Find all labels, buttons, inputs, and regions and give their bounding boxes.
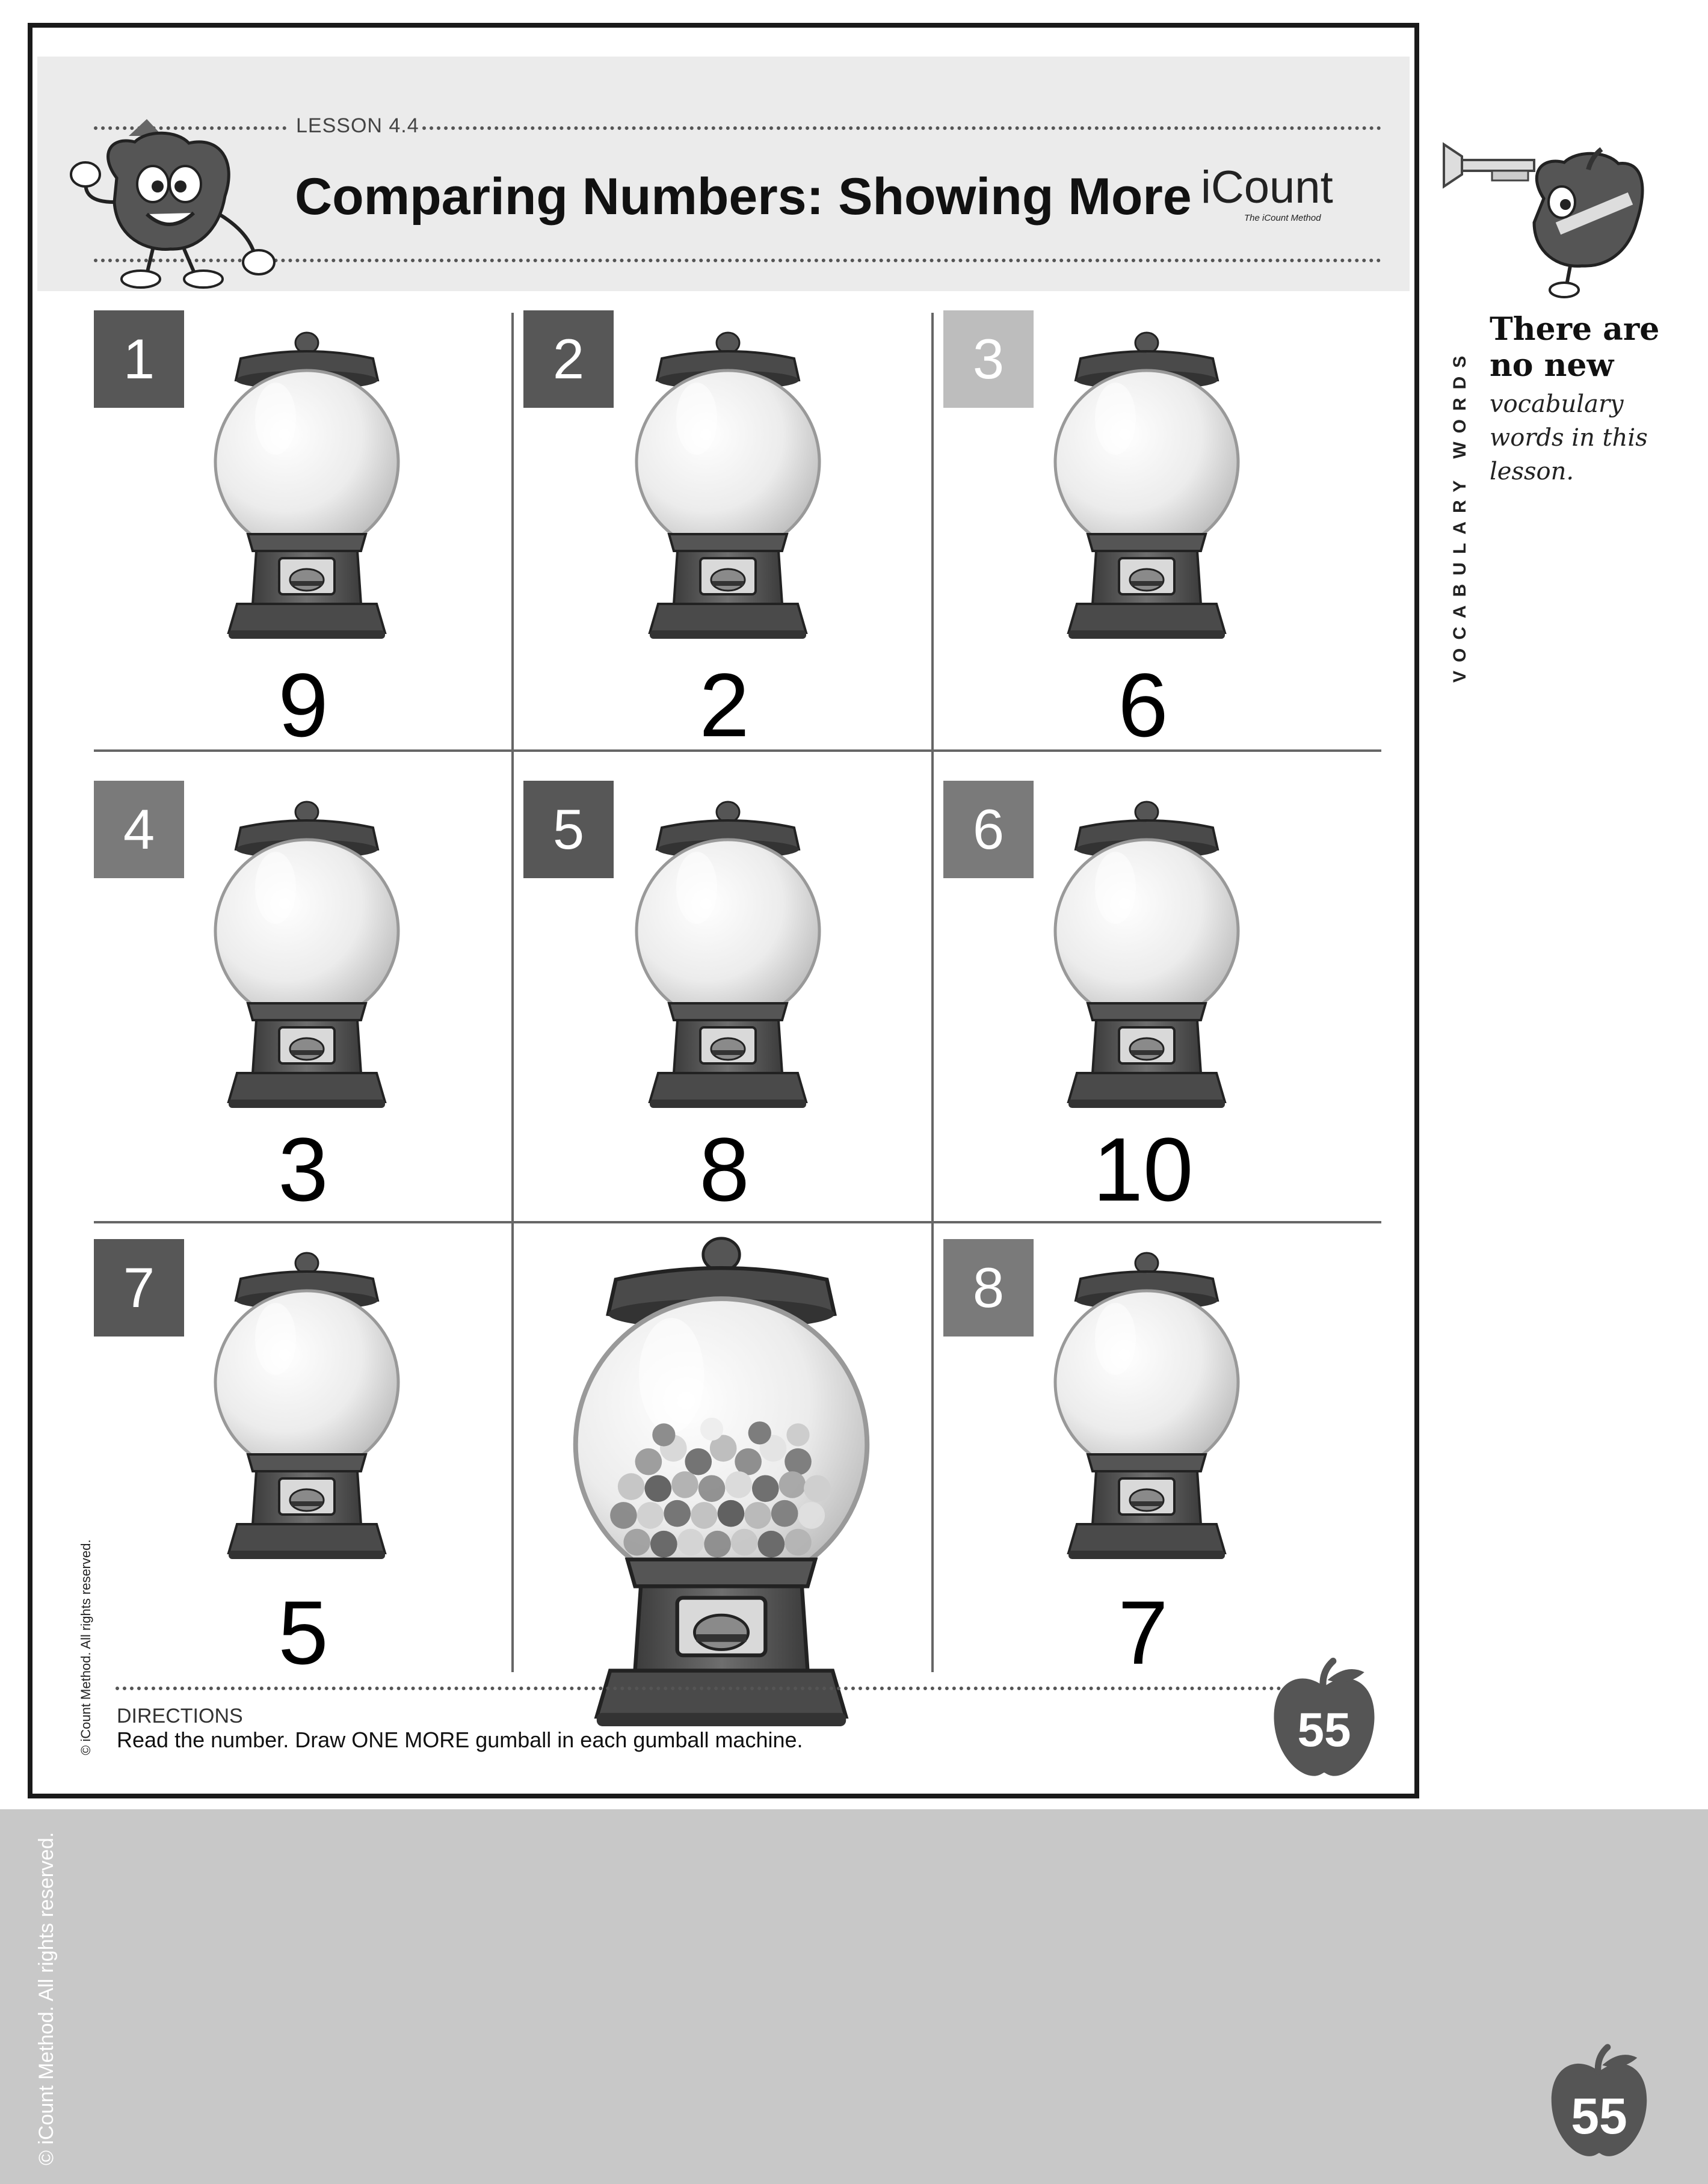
- gumball-machine-icon[interactable]: [1050, 1243, 1243, 1567]
- copyright-band: © iCount Method. All rights reserved.: [35, 1832, 58, 2165]
- problem-number: 8: [699, 1119, 750, 1220]
- problem-number: 2: [699, 654, 750, 755]
- copyright: © iCount Method. All rights reserved.: [78, 1539, 93, 1755]
- lesson-label: LESSON 4.4: [296, 114, 419, 137]
- problem-badge: 7: [94, 1239, 184, 1337]
- grid-divider: [931, 313, 934, 1672]
- problem-badge: 4: [94, 781, 184, 878]
- problem-number: 3: [278, 1119, 328, 1220]
- problem-number: 9: [278, 654, 328, 755]
- page-title: Comparing Numbers: Showing More: [295, 168, 1192, 226]
- gumball-machine-icon[interactable]: [632, 792, 824, 1116]
- directions-dotted-rule: [116, 1687, 1289, 1690]
- example-gumball-machine-icon: [568, 1216, 875, 1746]
- vocabulary-title: [1490, 312, 1659, 384]
- vocabulary-title-line: There are: [1490, 311, 1660, 348]
- problem-badge: 1: [94, 310, 184, 408]
- vocabulary-note: [1490, 387, 1648, 488]
- trumpet-apple-mascot-icon: [1438, 132, 1648, 301]
- vocabulary-title-line: no new: [1490, 347, 1614, 384]
- gumball-machine-icon[interactable]: [211, 792, 403, 1116]
- grid-divider: [511, 313, 514, 1672]
- vocabulary-note-line: words in this: [1490, 424, 1648, 452]
- header-dotted-rule: [94, 259, 1381, 262]
- directions-label: DIRECTIONS: [117, 1705, 243, 1727]
- directions-text: Read the number. Draw ONE MORE gumball in each gumball machine.: [117, 1727, 803, 1752]
- gumball-machine-icon[interactable]: [1050, 322, 1243, 647]
- problem-number: 5: [278, 1582, 328, 1683]
- header-dotted-rule: [422, 126, 1381, 130]
- problem-badge: 8: [943, 1239, 1034, 1337]
- page-number-band: 55: [1571, 2088, 1627, 2144]
- worksheet: [28, 23, 1419, 1798]
- gumball-machine-icon[interactable]: [211, 1243, 403, 1567]
- brand-tagline: The iCount Method: [1244, 213, 1321, 223]
- problem-number: 7: [1118, 1582, 1168, 1683]
- gumball-machine-icon[interactable]: [1050, 792, 1243, 1116]
- page-number: 55: [1297, 1703, 1351, 1756]
- gumball-machine-icon[interactable]: [211, 322, 403, 647]
- problem-badge: 6: [943, 781, 1034, 878]
- vocabulary-note-line: lesson.: [1490, 458, 1574, 485]
- vocabulary-heading: VOCABULARY WORDS: [1450, 347, 1470, 683]
- bottom-band: [0, 1809, 1708, 2184]
- apple-mascot-icon: [57, 112, 285, 292]
- problem-number: 10: [1093, 1119, 1194, 1220]
- problem-badge: 3: [943, 310, 1034, 408]
- gumball-machine-icon[interactable]: [632, 322, 824, 647]
- problem-badge: 2: [523, 310, 614, 408]
- problem-number: 6: [1118, 654, 1168, 755]
- brand-logo: iCount: [1201, 162, 1333, 213]
- vocabulary-note-line: vocabulary: [1490, 390, 1624, 418]
- problem-badge: 5: [523, 781, 614, 878]
